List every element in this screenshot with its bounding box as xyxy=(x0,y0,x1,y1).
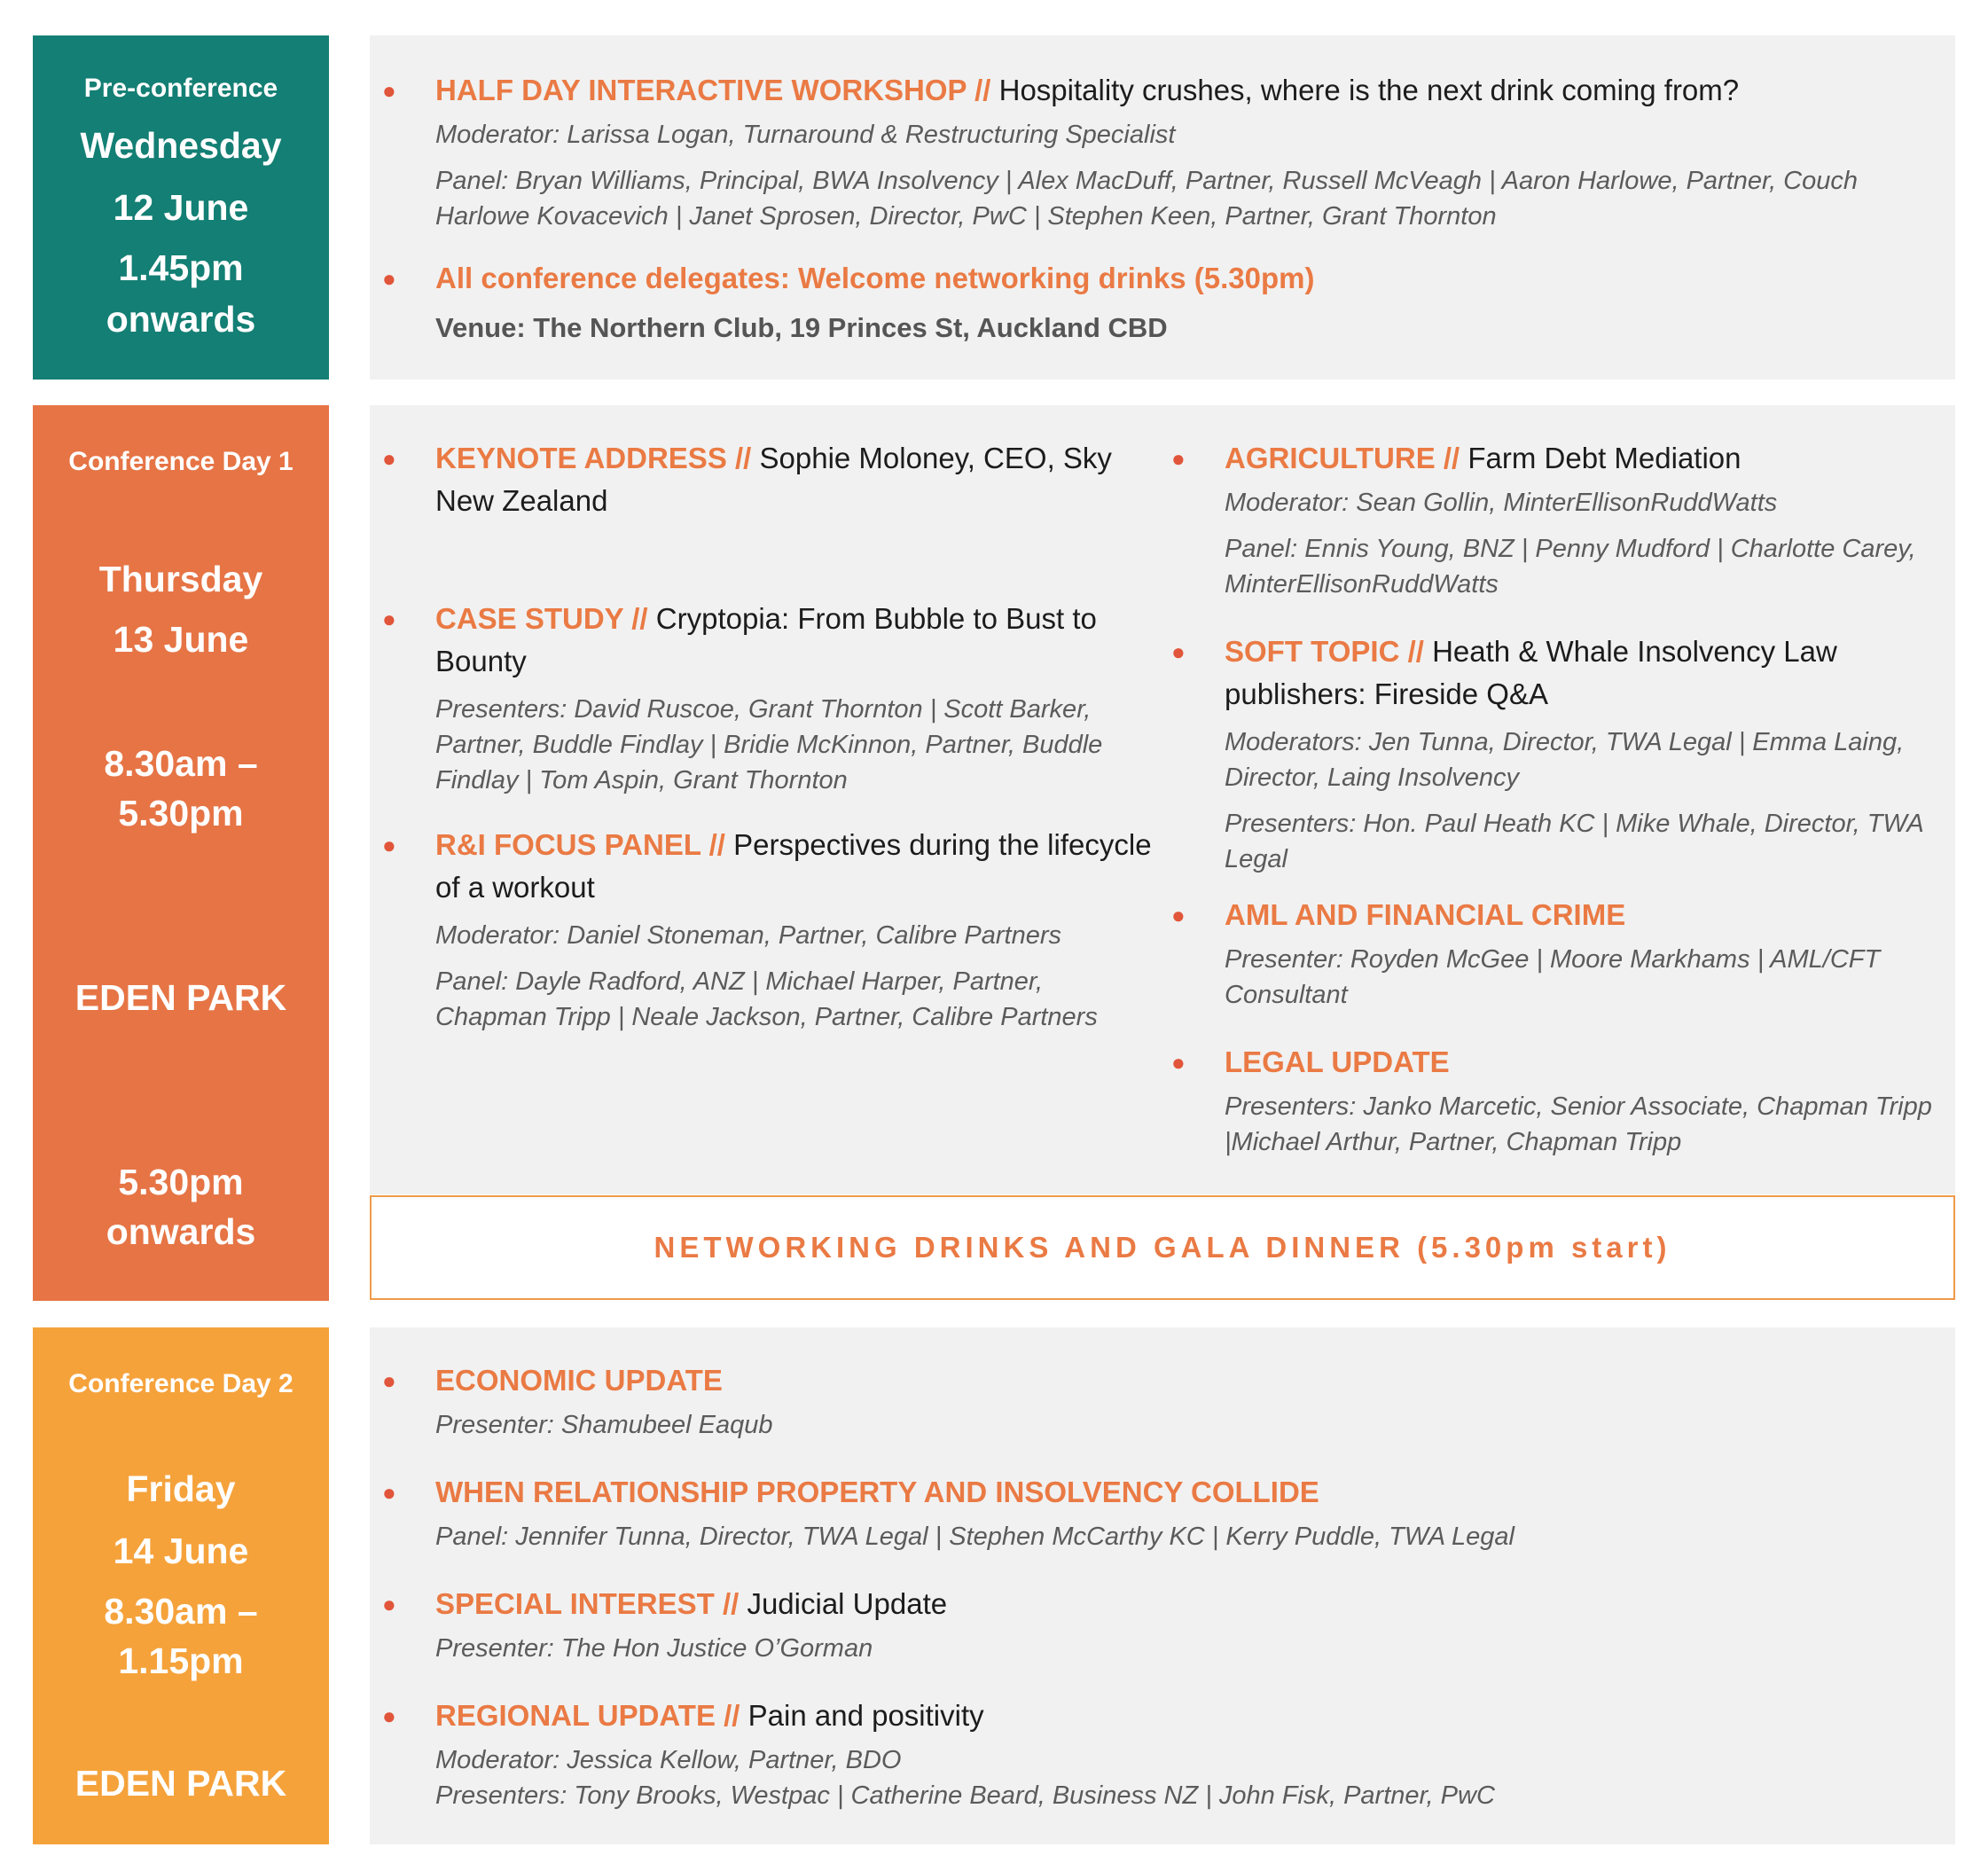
agenda-item xyxy=(382,598,1154,798)
item-panel: Panel: Ennis Young, BNZ | Penny Mudford | Charlotte Carey, MinterEllisonRuddWatts xyxy=(1225,535,1916,599)
item-title: Perspectives during the lifecycle of a workout xyxy=(435,828,1152,904)
item-panel: Panel: Dayle Radford, ANZ | Michael Harper, Partner, Chapman Tripp | Neale Jackson, Partner, Calibre Partners xyxy=(435,967,1098,1031)
session-time-end: 5.30pm xyxy=(118,793,244,834)
item-presenters: Presenters: David Ruscoe, Grant Thornton | Scott Barker, Partner, Buddle Findlay | Bridie McKinnon, Partner, Buddle Findlay | Tom Aspin, Grant Thornton xyxy=(435,695,1103,795)
item-presenter: Presenter: Royden McGee | Moore Markhams | AML/CFT Consultant xyxy=(1225,945,1881,1009)
agenda-item xyxy=(382,69,1934,234)
item-presenters: Presenters: Janko Marcetic, Senior Associate, Chapman Tripp |Michael Arthur, Partner, Chapman Tripp xyxy=(1225,1092,1932,1156)
item-moderator: Moderator: Jessica Kellow, Partner, BDO xyxy=(435,1746,902,1774)
session-date: 14 June xyxy=(113,1530,249,1571)
item-title: Cryptopia: From Bubble to Bust to Bounty xyxy=(435,602,1097,677)
item-moderators: Moderators: Jen Tunna, Director, TWA Legal | Emma Laing, Director, Laing Insolvency xyxy=(1225,728,1905,792)
item-panel: Panel: Jennifer Tunna, Director, TWA Legal | Stephen McCarthy KC | Kerry Puddle, TWA Legal xyxy=(435,1523,1514,1551)
session-label: Conference Day 2 xyxy=(68,1369,294,1398)
agenda-item xyxy=(382,1359,1934,1443)
item-keyword: SOFT TOPIC // xyxy=(1225,635,1424,668)
item-title: Sophie Moloney, CEO, Sky New Zealand xyxy=(435,442,1112,517)
item-keyword: ECONOMIC UPDATE xyxy=(435,1364,723,1397)
preconference-agenda-panel xyxy=(370,35,1955,380)
agenda-item xyxy=(1171,630,1934,877)
bullet-icon: ● xyxy=(382,445,396,472)
evening-time-start: 5.30pm xyxy=(118,1162,244,1202)
session-weekday: Thursday xyxy=(98,559,263,599)
item-keyword: AGRICULTURE // xyxy=(1225,442,1460,474)
bullet-icon: ● xyxy=(382,77,396,104)
item-moderator: Moderator: Larissa Logan, Turnaround & Restructuring Specialist xyxy=(435,121,1176,149)
session-time-end: 1.15pm xyxy=(118,1640,244,1681)
bullet-icon: ● xyxy=(382,1703,396,1729)
item-keyword: All conference delegates: Welcome networking drinks (5.30pm) xyxy=(435,262,1315,294)
agenda-item xyxy=(382,1471,1934,1554)
session-time-start: 8.30am – xyxy=(104,1591,258,1632)
bullet-icon: ● xyxy=(1171,902,1186,928)
gala-dinner-banner xyxy=(370,1195,1955,1300)
bullet-icon: ● xyxy=(382,832,396,858)
item-keyword: KEYNOTE ADDRESS // xyxy=(435,442,752,474)
bullet-icon: ● xyxy=(382,1591,396,1617)
item-keyword: R&I FOCUS PANEL // xyxy=(435,828,725,861)
bullet-icon: ● xyxy=(1171,638,1186,665)
bullet-icon: ● xyxy=(382,265,396,292)
item-keyword: SPECIAL INTEREST // xyxy=(435,1587,740,1620)
item-title: Judicial Update xyxy=(739,1587,948,1620)
session-weekday: Friday xyxy=(126,1468,236,1509)
agenda-item xyxy=(382,437,1154,522)
bullet-icon: ● xyxy=(1171,1049,1186,1076)
day1-date-block xyxy=(33,405,329,1301)
session-venue: EDEN PARK xyxy=(74,1763,287,1804)
bullet-icon: ● xyxy=(1171,445,1186,472)
gala-dinner-label: NETWORKING DRINKS AND GALA DINNER (5.30pm start) xyxy=(654,1231,1671,1264)
session-date: 12 June xyxy=(113,187,249,228)
session-time-end: onwards xyxy=(106,299,256,340)
session-label: Conference Day 1 xyxy=(68,447,294,476)
preconference-date-block xyxy=(33,35,329,380)
agenda-item xyxy=(382,1583,1934,1666)
item-title: Farm Debt Mediation xyxy=(1460,442,1741,474)
bullet-icon: ● xyxy=(382,606,396,632)
session-time-start: 1.45pm xyxy=(118,247,244,288)
item-presenter: Presenter: Shamubeel Eaqub xyxy=(435,1411,773,1439)
item-panel: Panel: Bryan Williams, Principal, BWA Insolvency | Alex MacDuff, Partner, Russell McVeagh | Aaron Harlowe, Partner, Couch Harlowe Kovacevich | Janet Sprosen, Director, PwC | Stephen Keen, Partner, Grant Thornton xyxy=(435,167,1859,231)
session-venue: EDEN PARK xyxy=(74,977,287,1018)
item-keyword: CASE STUDY // xyxy=(435,602,648,635)
item-title: Hospitality crushes, where is the next drink coming from? xyxy=(990,74,1740,106)
day2-agenda-panel xyxy=(370,1327,1955,1844)
item-keyword: WHEN RELATIONSHIP PROPERTY AND INSOLVENCY COLLIDE xyxy=(435,1476,1319,1508)
item-title: Pain and positivity xyxy=(740,1699,984,1732)
item-keyword: REGIONAL UPDATE // xyxy=(435,1699,740,1732)
session-time-start: 8.30am – xyxy=(104,743,258,784)
item-venue: Venue: The Northern Club, 19 Princes St, Auckland CBD xyxy=(435,312,1168,343)
item-keyword: LEGAL UPDATE xyxy=(1225,1045,1450,1078)
item-presenters: Presenters: Tony Brooks, Westpac | Catherine Beard, Business NZ | John Fisk, Partner, PwC xyxy=(435,1781,1495,1810)
session-date: 13 June xyxy=(113,619,249,660)
item-keyword: AML AND FINANCIAL CRIME xyxy=(1225,898,1626,931)
day1-agenda-panel xyxy=(370,405,1955,1194)
item-title: Heath & Whale Insolvency Law publishers: Fireside Q&A xyxy=(1225,635,1837,710)
evening-time-end: onwards xyxy=(106,1211,256,1252)
item-moderator: Moderator: Daniel Stoneman, Partner, Calibre Partners xyxy=(435,921,1062,950)
item-keyword: HALF DAY INTERACTIVE WORKSHOP // xyxy=(435,74,991,106)
session-label: Pre-conference xyxy=(83,74,278,103)
item-moderator: Moderator: Sean Gollin, MinterEllisonRuddWatts xyxy=(1225,489,1778,517)
item-presenter: Presenter: The Hon Justice O’Gorman xyxy=(435,1634,873,1663)
agenda-item xyxy=(382,257,1934,348)
agenda-item xyxy=(1171,1041,1934,1160)
agenda-item xyxy=(382,1695,1934,1813)
agenda-item xyxy=(1171,894,1934,1013)
agenda-item xyxy=(382,824,1154,1035)
agenda-item xyxy=(1171,437,1934,602)
session-weekday: Wednesday xyxy=(80,125,282,166)
day2-date-block xyxy=(33,1327,329,1844)
bullet-icon: ● xyxy=(382,1367,396,1394)
item-presenters: Presenters: Hon. Paul Heath KC | Mike Whale, Director, TWA Legal xyxy=(1225,810,1923,873)
bullet-icon: ● xyxy=(382,1479,396,1506)
